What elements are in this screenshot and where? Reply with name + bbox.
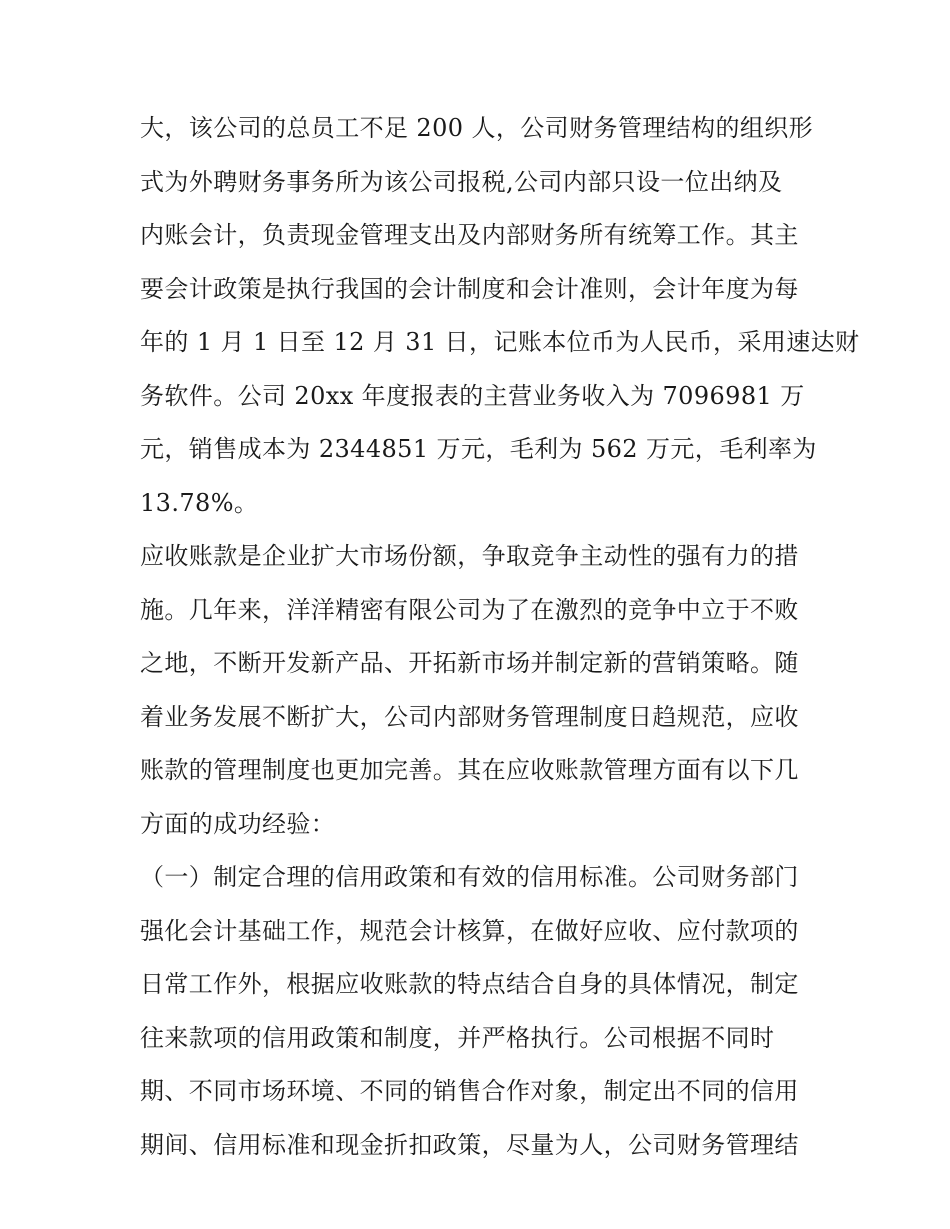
text-line: 期间、信用标准和现金折扣政策，尽量为人，公司财务管理结 [140,1130,799,1159]
text-line: 元，销售成本为 2344851 万元，毛利为 562 万元，毛利率为 [140,435,817,463]
text-line: 着业务发展不断扩大，公司内部财务管理制度日趋规范，应收 [140,702,799,731]
text-line: 之地，不断开发新产品、开拓新市场并制定新的营销策略。随 [140,649,799,677]
text-line: 内账会计，负责现金管理支出及内部财务所有统筹工作。其主 [140,221,799,249]
text-line: 方面的成功经验： [140,809,336,838]
text-line: 日常工作外，根据应收账款的特点结合自身的具体情况，制定 [140,970,799,998]
text-line: 要会计政策是执行我国的会计制度和会计准则，会计年度为每 [140,274,799,303]
text-line: 应收账款是企业扩大市场份额，争取竞争主动性的强有力的措 [140,542,799,570]
body-text [140,102,860,1172]
text-line: （一）制定合理的信用政策和有效的信用标准。公司财务部门 [140,863,799,891]
text-line: 年的 1 月 1 日至 12 月 31 日，记账本位币为人民币，采用速达财 [140,328,860,356]
text-line: 13.78%。 [140,488,259,517]
text-line: 往来款项的信用政策和制度，并严格执行。公司根据不同时 [140,1023,775,1052]
text-line: 务软件。公司 20xx 年度报表的主营业务收入为 7096981 万 [140,381,805,410]
text-line: 施。几年来，洋洋精密有限公司为了在激烈的竞争中立于不败 [140,595,799,624]
text-line: 账款的管理制度也更加完善。其在应收账款管理方面有以下几 [140,756,799,784]
text-line: 大，该公司的总员工不足 200 人，公司财务管理结构的组织形 [140,114,814,142]
text-line: 强化会计基础工作，规范会计核算，在做好应收、应付款项的 [140,916,799,945]
text-line: 式为外聘财务事务所为该公司报税,公司内部只设一位出纳及 [140,167,783,196]
text-line: 期、不同市场环境、不同的销售合作对象，制定出不同的信用 [140,1077,799,1105]
